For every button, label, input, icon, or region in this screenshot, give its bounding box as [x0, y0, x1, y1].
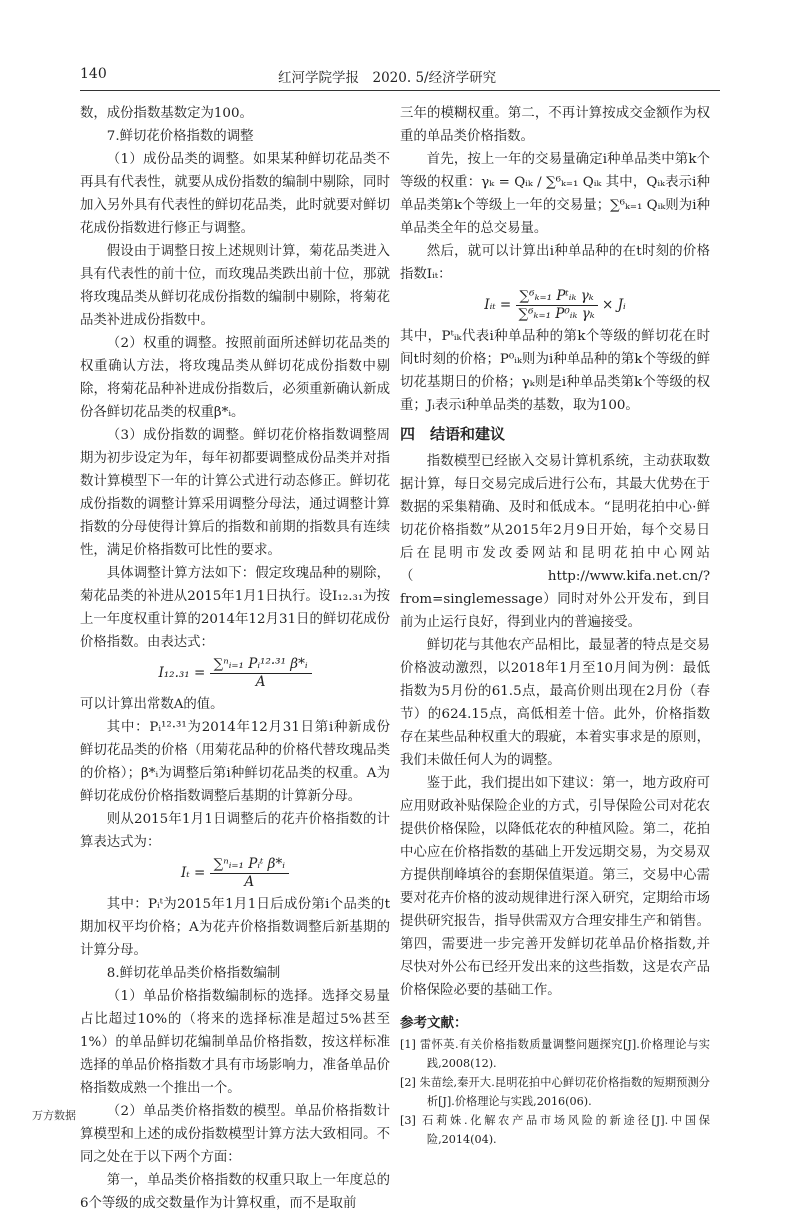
formula-denominator: A — [244, 874, 255, 890]
paragraph: 指数模型已经嵌入交易计算机系统，主动获取数据计算，每日交易完成后进行公布，其最大优势在于数据的采集精确、及时和低成本。“昆明花拍中心·鲜切花价格指数”从2015年2月9日开始，每个交易日后在昆明市发改委网站和昆明花拍中心网站（http://www.kifa.net.cn/?from=singlemessage）同时对外公开发布，到目前为止运行良好，得到业内的普遍接受。 — [400, 454, 710, 630]
paragraph: （3）成份指数的调整。鲜切花价格指数调整周期为初步设定为年，每年初都要调整成份品类并对指数计算模型下一年的计算公式进行动态修正。鲜切花成份指数的调整计算采用调整分母法，通过调整计算指数的分母使得计算后的指数和前期的指数具有连续性，满足价格指数可比性的要求。 — [80, 428, 390, 558]
formula-single-index — [400, 288, 710, 323]
paragraph: 可以计算出常数A的值。 — [80, 697, 224, 712]
journal-header: 红河学院学报 2020. 5/经济学研究 — [278, 70, 497, 86]
formula-numerator: ∑⁶ₖ₌₁ Pᵗᵢₖ γₖ — [516, 288, 598, 306]
paragraph: 三年的模糊权重。第二，不再计算按成交金额作为权重的单品类价格指数。 — [400, 106, 710, 144]
formula-lhs: I₁₂.₃₁ = — [158, 665, 206, 681]
header-rule — [80, 90, 720, 91]
formula-adjust-base — [80, 656, 390, 691]
paragraph: 鲜切花与其他农产品相比，最显著的特点是交易价格波动激烈，以2018年1月至10月间为例：最低指数为5月份的61.5点，最高价则出现在2月份（春节）的624.15点，高低相差十倍。此外，价格指数存在某些品种权重大的瑕疵，本着实事求是的原则，我们未做任何人为的调整。 — [400, 638, 710, 768]
formula-lhs: Iₜ = — [181, 865, 206, 881]
paragraph: 鉴于此，我们提出如下建议：第一，地方政府可应用财政补贴保险企业的方式，引导保险公司对花农提供价格保险，以降低花农的种植风险。第二，花拍中心应在价格指数的基础上开发远期交易，为交易双方提供削峰填谷的套期保值渠道。第三，交易中心需要对花卉价格的波动规律进行深入研究，定期给市场提供研究报告，指导供需双方合理安排生产和销售。第四，需要进一步完善开发鲜切花单品价格指数,并尽快对外公布已经开发出来的这些指数，这是农产品价格保险必要的基础工作。 — [400, 776, 710, 998]
formula-lhs: Iᵢₜ = — [484, 297, 512, 313]
formula-fraction — [516, 288, 598, 323]
formula-denominator: A — [255, 674, 266, 690]
paragraph: 数，成份指数基数定为100。 — [80, 106, 253, 121]
formula-fraction — [210, 856, 289, 891]
paragraph: （2）单品类价格指数的模型。单品价格指数计算模型和上述的成份指数模型计算方法大致相同。不同之处在于以下两个方面： — [80, 1104, 390, 1165]
paragraph: 假设由于调整日按上述规则计算，菊花品类进入具有代表性的前十位，而玫瑰品类跌出前十位，那就将玫瑰品类从鲜切花成份指数的编制中剔除，将菊花品类补进成份指数中。 — [80, 244, 390, 328]
references-title: 参考文献： — [400, 1015, 468, 1031]
reference-item: [1] 雷怀英.有关价格指数质量调整问题探究[J].价格理论与实践,2008(12). — [400, 1038, 710, 1070]
right-column — [400, 102, 710, 1149]
paragraph: 其中，Pᵗᵢₖ代表i种单品种的第k个等级的鲜切花在时间t时刻的价格；P⁰ᵢₖ则为i种单品种的第k个等级的鲜切花基期日的价格；γₖ则是i种单品类第k个等级的权重；Jᵢ表示i种单品类的基数，取为100。 — [400, 329, 710, 413]
left-column — [80, 102, 390, 1215]
paragraph: 首先，按上一年的交易量确定i种单品类中第k个等级的权重：γₖ = Qᵢₖ / ∑⁶ₖ₌₁ Qᵢₖ 其中，Qᵢₖ表示i种单品类第k个等级上一年的交易量；∑⁶ₖ₌₁ Qᵢₖ则为i种单品类全年的总交易量。 — [400, 152, 710, 236]
section-heading: 四 结语和建议 — [400, 425, 506, 443]
paragraph: 其中：Pᵢᵗ为2015年1月1日后成份第i个品类的t期加权平均价格；A为花卉价格指数调整后新基期的计算分母。 — [80, 897, 390, 958]
formula-numerator: ∑ⁿᵢ₌₁ Pᵢᵗ β*ᵢ — [210, 856, 289, 874]
formula-index — [80, 856, 390, 891]
paragraph: 则从2015年1月1日调整后的花卉价格指数的计算表达式为： — [80, 812, 390, 850]
formula-denominator: ∑⁶ₖ₌₁ P⁰ᵢₖ γₖ — [518, 306, 595, 322]
paragraph: 第一，单品类价格指数的权重只取上一年度总的6个等级的成交数量作为计算权重，而不是取前 — [80, 1173, 390, 1211]
paragraph: 具体调整计算方法如下：假定玫瑰品种的剔除，菊花品类的补进从2015年1月1日执行。设I₁₂.₃₁为按上一年度权重计算的2014年12月31日的鲜切花成份价格指数。由表达式： — [80, 566, 390, 650]
paragraph: （2）权重的调整。按照前面所述鲜切花品类的权重确认方法，将玫瑰品类从鲜切花成份指数中剔除，将菊花品种补进成份指数后，必须重新确认新成份各鲜切花品类的权重β*ᵢ。 — [80, 336, 390, 420]
formula-numerator: ∑ⁿᵢ₌₁ Pᵢ¹²·³¹ β*ᵢ — [210, 656, 312, 674]
subsection-heading: 8.鲜切花单品类价格指数编制 — [106, 966, 281, 981]
formula-fraction — [210, 656, 312, 691]
reference-item: [3] 石莉姝.化解农产品市场风险的新途径[J].中国保险,2014(04). — [400, 1114, 710, 1146]
watermark: 万方数据 — [32, 1109, 76, 1122]
paragraph: 其中：Pᵢ¹²·³¹为2014年12月31日第i种新成份鲜切花品类的价格（用菊花品种的价格代替玫瑰品类的价格）；β*ᵢ为调整后第i种鲜切花品类的权重。A为鲜切花成份价格指数调整后基期的计算新分母。 — [80, 720, 390, 804]
formula-rhs: × Jᵢ — [601, 297, 626, 313]
paragraph: （1）成份品类的调整。如果某种鲜切花品类不再具有代表性，就要从成份指数的编制中剔除，同时加入另外具有代表性的鲜切花品类，此时就要对鲜切花成份指数进行修正与调整。 — [80, 152, 390, 236]
paragraph: 然后，就可以计算出i种单品种的在t时刻的价格指数Iᵢₜ： — [400, 244, 710, 282]
page-number: 140 — [80, 66, 107, 82]
subsection-heading: 7.鲜切花价格指数的调整 — [106, 129, 254, 144]
paragraph: （1）单品价格指数编制标的选择。选择交易量占比超过10%的（将来的选择标准是超过5%甚至1%）的单品鲜切花编制单品价格指数，按这样标准选择的单品价格指数才具有市场影响力，准备单品价格指数成熟一个推出一个。 — [80, 989, 390, 1096]
reference-item: [2] 朱苗绘,秦开大.昆明花拍中心鲜切花价格指数的短期预测分析[J].价格理论与实践,2016(06). — [400, 1076, 710, 1108]
